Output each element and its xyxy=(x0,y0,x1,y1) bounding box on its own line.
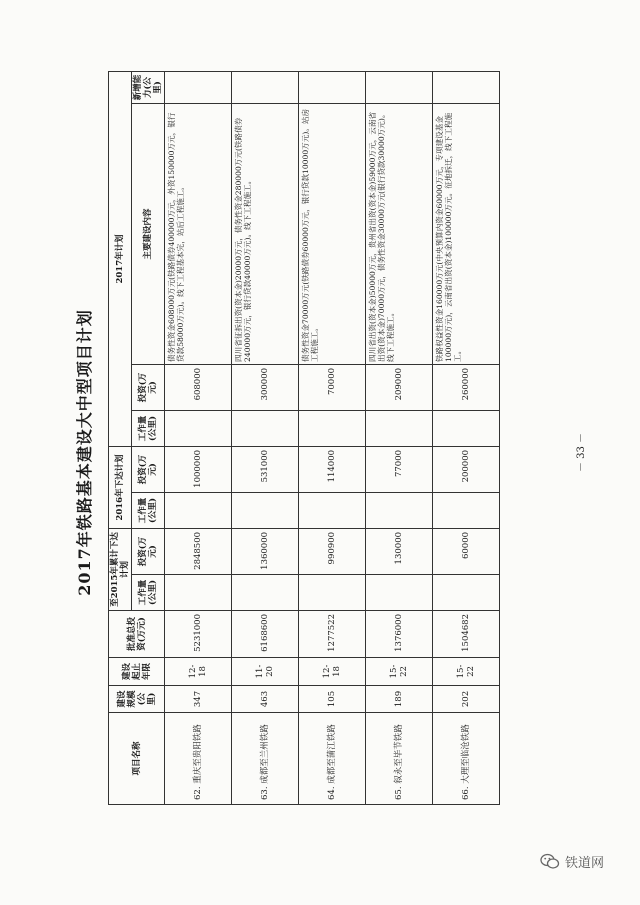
row-2017-work xyxy=(165,410,232,446)
row-years: 11-20 xyxy=(232,658,299,686)
row-2016-work xyxy=(366,492,433,528)
row-2017-inv: 260000 xyxy=(433,364,500,410)
row-total: 1277522 xyxy=(299,611,366,658)
row-2016-work xyxy=(232,492,299,528)
row-cum-work xyxy=(165,575,232,611)
row-content: 债务性资金608000万元(铁路债券400000万元，外资150000万元，银行贷款58000万元)。线下工程基本完，站后工程施工。 xyxy=(165,103,232,364)
project-table xyxy=(108,71,500,805)
row-2016-work xyxy=(433,492,500,528)
row-2016-inv: 77000 xyxy=(366,446,433,492)
row-cum-work xyxy=(232,575,299,611)
row-scale: 189 xyxy=(366,686,433,713)
row-content: 四川省出资(资本金)50000万元，贵州省出资(资本金)59000万元，云南省出资(资本金)70000万元，债务性资金30000万元(银行贷款30000万元)。线下工程施工。 xyxy=(366,103,433,364)
row-cum-inv: 130000 xyxy=(366,528,433,574)
row-cum-inv: 60000 xyxy=(433,528,500,574)
row-scale: 105 xyxy=(299,686,366,713)
row-name: 64. 成都至蒲江铁路 xyxy=(299,713,366,805)
row-new-capacity xyxy=(433,71,500,103)
col-2017-investment: 投资(万元) xyxy=(132,364,165,410)
row-name: 63. 成都至兰州铁路 xyxy=(232,713,299,805)
page-number: － 33 － xyxy=(576,432,587,473)
table-row xyxy=(165,71,232,804)
row-2017-work xyxy=(366,410,433,446)
row-new-capacity xyxy=(232,71,299,103)
row-years: 12-18 xyxy=(165,658,232,686)
watermark-text: 铁道网 xyxy=(565,856,605,871)
row-total: 6168600 xyxy=(232,611,299,658)
row-2016-work xyxy=(299,492,366,528)
row-years: 15-22 xyxy=(366,658,433,686)
col-plan-2016: 2016年下达计划 xyxy=(109,446,132,528)
row-name: 65. 叙永至毕节铁路 xyxy=(366,713,433,805)
row-new-capacity xyxy=(165,71,232,103)
table-row xyxy=(366,71,433,804)
wechat-icon xyxy=(540,853,560,870)
col-project-name: 项目名称 xyxy=(109,713,165,805)
table-row xyxy=(299,71,366,804)
row-2017-inv: 300000 xyxy=(232,364,299,410)
row-content: 四川省征拆出资(资本金)20000万元，债务性资金280000万元(铁路债券240000万元，银行贷款40000万元)。线下工程施工。 xyxy=(232,103,299,364)
col-years: 建设起止年限 xyxy=(109,658,165,686)
row-cum-work xyxy=(433,575,500,611)
row-cum-work xyxy=(299,575,366,611)
row-2017-inv: 209000 xyxy=(366,364,433,410)
col-content: 主要建设内容 xyxy=(132,103,165,364)
row-total: 5231000 xyxy=(165,611,232,658)
col-cum-workload: 工作量(公里) xyxy=(132,575,165,611)
row-scale: 347 xyxy=(165,686,232,713)
row-2017-inv: 70000 xyxy=(299,364,366,410)
page-title: 2017年铁路基本建设大中型项目计划 xyxy=(75,309,94,596)
row-cum-inv: 2848500 xyxy=(165,528,232,574)
col-cum-investment: 投资(万元) xyxy=(132,528,165,574)
row-2017-work xyxy=(299,410,366,446)
row-years: 12-18 xyxy=(299,658,366,686)
row-total: 1376000 xyxy=(366,611,433,658)
row-content: 铁路权益性资金160000万元(中央预算内资金60000万元，专项建设基金100000万元)，云南省出资(资本金)100000万元。征地拆迁，线下工程施工。 xyxy=(433,103,500,364)
row-2016-inv: 531000 xyxy=(232,446,299,492)
row-2017-work xyxy=(433,410,500,446)
row-name: 62. 重庆至贵阳铁路 xyxy=(165,713,232,805)
table-row xyxy=(433,71,500,804)
col-2016-investment: 投资(万元) xyxy=(132,446,165,492)
row-new-capacity xyxy=(366,71,433,103)
row-scale: 463 xyxy=(232,686,299,713)
row-content: 债务性资金70000万元(铁路债券60000万元，银行贷款10000万元)。站房工程施工。 xyxy=(299,103,366,364)
row-scale: 202 xyxy=(433,686,500,713)
row-new-capacity xyxy=(299,71,366,103)
col-scale: 建设规模(公里) xyxy=(109,686,165,713)
row-cum-inv: 1360000 xyxy=(232,528,299,574)
col-total-investment: 批准总投资(万元) xyxy=(109,611,165,658)
row-2016-work xyxy=(165,492,232,528)
row-2016-inv: 200000 xyxy=(433,446,500,492)
table-row xyxy=(232,71,299,804)
watermark xyxy=(540,852,604,871)
header-row-1 xyxy=(109,71,132,804)
row-cum-work xyxy=(366,575,433,611)
col-2017-workload: 工作量(公里) xyxy=(132,410,165,446)
row-total: 1504682 xyxy=(433,611,500,658)
col-plan-2017: 2017年计划 xyxy=(109,71,132,446)
row-name: 66. 大理至临沧铁路 xyxy=(433,713,500,805)
row-2016-inv: 1000000 xyxy=(165,446,232,492)
row-2017-work xyxy=(232,410,299,446)
row-cum-inv: 990900 xyxy=(299,528,366,574)
row-2016-inv: 114000 xyxy=(299,446,366,492)
col-cum-2015: 至2015年累计下达计划 xyxy=(109,528,132,610)
row-years: 15-22 xyxy=(433,658,500,686)
col-new-capacity: 新增能力(公里) xyxy=(132,71,165,103)
row-2017-inv: 608000 xyxy=(165,364,232,410)
col-2016-workload: 工作量(公里) xyxy=(132,492,165,528)
